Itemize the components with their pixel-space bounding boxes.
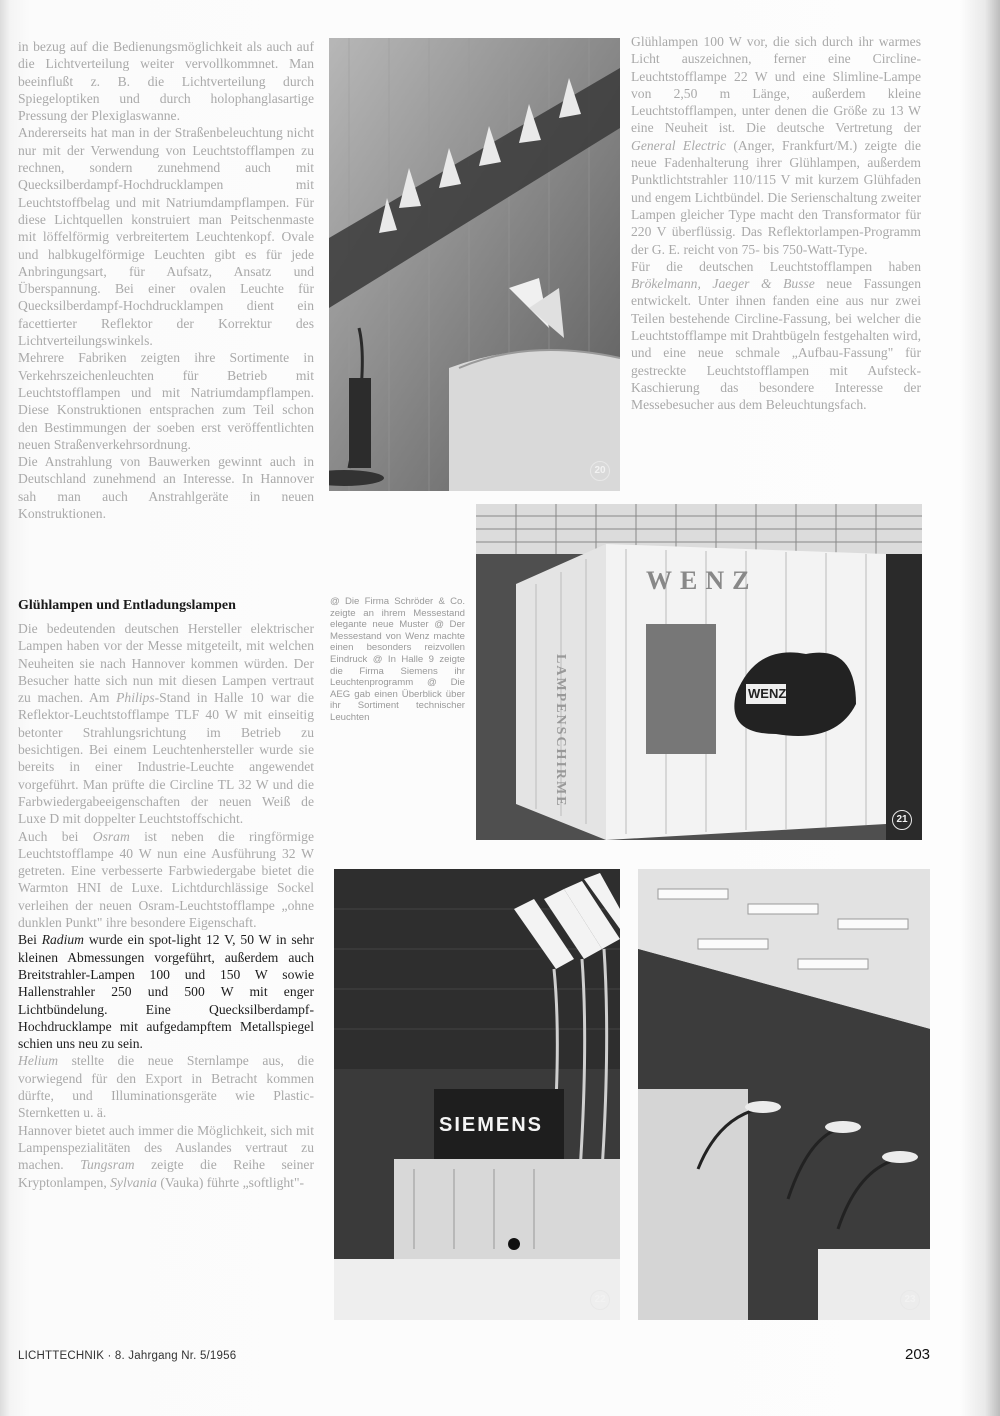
company-name: Helium <box>18 1053 59 1069</box>
company-name: Tungsram <box>80 1157 135 1173</box>
photo-fig-23-image <box>638 869 930 1320</box>
paragraph: in bezug auf die Bedienungsmöglichkeit als auch auf die Lichtverteilung weiter vervollkommnet. Man beeinflußt z. B. die Lichtverteilung durch Spiegeloptiken und durch holophanglasartige Pressung der Plexiglaswanne. <box>18 39 314 124</box>
figure-number-badge: 20 <box>590 461 610 481</box>
paragraph: Mehrere Fabriken zeigten ihre Sortimente in Verkehrszeichenleuchten für Betrieb mit Leuchtstofflampen und mit Natriumdampflampen. Diese Konstruktionen entsprachen zum Teil schon den Bestimmungen der soeben erst veröffentlichten neuen Straßenverkehrsordnung. <box>18 350 314 452</box>
photo-fig-21-image <box>476 504 922 840</box>
paragraph: Hannover bietet auch immer die Möglichkeit, sich mit Lampenspezialitäten des Auslandes vertraut zu machen. Tungsram zeigte die Reihe seiner Kryptonlampen, Sylvania (Vauka) führte „softlight"- <box>18 1122 314 1190</box>
company-name: General Electric <box>631 137 726 153</box>
figure-number-badge: 22 <box>590 1290 610 1310</box>
company-name: Sylvania <box>110 1174 157 1190</box>
paragraph: Andererseits hat man in der Straßenbeleuchtung nicht nur mit der Verwendung von Leuchtstofflampen zu rechnen, sondern zunehmend auch mit Quecksilberdampf-Hochdrucklampen mit Leuchtstoffbelag und mit Natriumdampflampen. Für diese Lichtquellen konstruiert man Peitschenmaste mit löffelförmig verbreitertem Leuchtenkopf. Ovale und halbkugelförmige Leuchten gibt es für jede Anbringungsart, für Aufsatz, Ansatz und Überspannung. Bei einer ovalen Leuchte für Quecksilberdampf-Hochdrucklampen dient ein facettierter Reflektor der Korrektur des Lichtverteilungswinkels. <box>18 125 314 349</box>
photo-fig-20 <box>329 38 620 491</box>
journal-footer: LICHTTECHNIK · 8. Jahrgang Nr. 5/1956 <box>18 1350 237 1362</box>
photo-fig-21 <box>476 504 922 840</box>
photo-fig-20-image <box>329 38 620 491</box>
left-column-top <box>18 38 314 522</box>
sign-lampenschirme: LAMPENSCHIRME <box>553 654 568 808</box>
paragraph: Glühlampen 100 W vor, die sich durch ihr warmes Licht auszeichnen, ferner eine Circline-Leuchtstofflampe 22 W und eine Slimline-Lampe von 2,50 m Länge, außerdem kleine Leuchtstofflampen, unter denen die Größe zu 13 W eine Neuheit ist. Die deutsche Vertretung der General Electric (Anger, Frankfurt/M.) zeigte die neue Fadenhalterung ihrer Glühlampen, außerdem Punktlichtstrahler 110/115 V mit kurzem Glühfaden und engem Lichtbündel. Die Serienschaltung zweiter Lampen gleicher Type macht den Transformator für 220 V überflüssig. Das Reflektorlampen-Programm der G. E. reicht von 75- bis 750-Watt-Type. <box>631 34 922 257</box>
company-name: Osram <box>92 828 130 844</box>
photo-fig-22-image <box>334 869 620 1320</box>
company-name: Brökelmann, Jaeger & Busse <box>631 276 815 292</box>
section-heading: Glühlampen und Entladungslampen <box>18 598 236 613</box>
company-name: Philips <box>116 690 155 706</box>
book-spine-shadow <box>986 0 1000 1416</box>
figure-number-badge: 23 <box>900 1290 920 1310</box>
paragraph: Helium stellte die neue Sternlampe aus, die vorwiegend für den Export in Betracht kommen dürfte, und Illuminationsgeräte wie Plastic-Sternketten u. ä. <box>18 1053 314 1121</box>
photo-fig-23 <box>638 869 930 1320</box>
highlighted-paragraph: Bei Radium wurde ein spot-light 12 V, 50 W in sehr kleinen Abmessungen vorgeführt, außerdem auch Breitstrahler-Lampen 100 und 150 W sowie Hallenstrahler 250 und 500 W mit enger Lichtbündelung. Eine Quecksilberdampf-Hochdrucklampe mit aufgedampftem Metallspiegel schien uns neu zu sein. <box>18 932 314 1052</box>
paragraph: Die bedeutenden deutschen Hersteller elektrischer Lampen haben vor der Messe mitgeteilt, mit welchen Neuheiten sie nach Hannover kommen würden. Der Besucher hatte sich nun mit diesen Lampen vertraut zu machen. Am Philips-Stand in Halle 10 war die Reflektor-Leuchtstofflampe TLF 40 W mit einseitig betonter Strahlungsrichtung im Betrieb zu besichtigen. Bei einem Leuchtenhersteller wurde sie bereits in einer Industrie-Leuchte angewendet vorgeführt. Man prüfte die Circline TL 32 W und die Farbwiedergabeeigenschaften der neuen Weiß de Luxe D mit doppelter Leuchtstoffschicht. <box>18 621 314 827</box>
sign-wenz-top: WENZ <box>646 566 758 595</box>
sign-wenz-logo: WENZ <box>748 686 787 701</box>
left-column-bottom <box>18 620 314 1191</box>
company-name: Radium <box>41 932 84 948</box>
page-number: 203 <box>905 1346 931 1363</box>
sign-siemens: SIEMENS <box>439 1114 544 1136</box>
figure-caption: @ Die Firma Schröder & Co. zeigte an ihrem Messestand elegante neue Muster @ Der Messestand von Wenz machte einen besonders reizvollen Eindruck @ In Halle 9 zeigte die Firma Siemens ihr Leuchtenprogramm @ Die AEG gab einen Überblick über ihr Sortiment technischer Leuchten <box>330 596 465 723</box>
paragraph: Für die deutschen Leuchtstofflampen haben Brökelmann, Jaeger & Busse neue Fassungen entwickelt. Unter ihnen fanden eine aus nur zwei Teilen bestehende Circline-Fassung, bei welcher die Leuchtstofflampe mit Drahtbügeln festgehalten wird, und eine neue schmale „Aufbau-Fassung" für gestreckte Leuchtstofflampen mit Aufsteck-Kaschierung das besondere Interesse der Messebesucher aus dem Beleuchtungsfach. <box>631 258 921 413</box>
paragraph: Auch bei Osram ist neben die ringförmige Leuchtstofflampe 40 W nun eine Ausführung 32 W getreten. Eine verbesserte Farbwiedergabe bietet die Warmton HNI de Luxe. Lichtdurchlässige Sockel verleihen der neuen Osram-Leuchtstofflampe „ohne dunklen Punkt" ihre besondere Eigenschaft. <box>18 828 314 931</box>
figure-number-badge: 21 <box>892 810 912 830</box>
photo-fig-22 <box>334 869 620 1320</box>
paragraph: Die Anstrahlung von Bauwerken gewinnt auch in Deutschland zunehmend an Interesse. In Hannover sah man auch Anstrahlgeräte in neuen Konstruktionen. <box>18 454 314 522</box>
right-column <box>631 33 921 414</box>
